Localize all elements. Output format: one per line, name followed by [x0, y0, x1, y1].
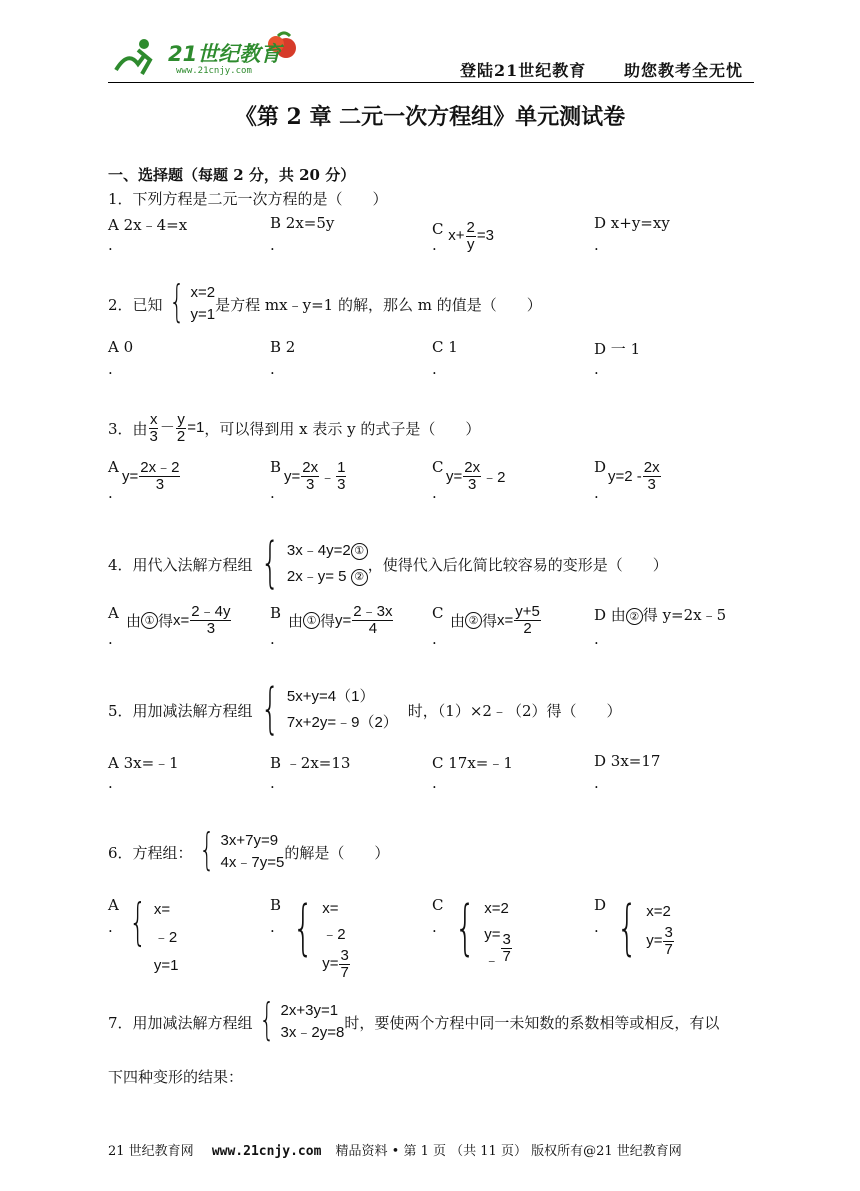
q3-option-c [432, 458, 506, 493]
option-label: A [108, 896, 119, 914]
q3-option-a [108, 458, 180, 493]
logo [108, 30, 308, 82]
option-dot: . [432, 360, 437, 378]
option-dot: . [108, 484, 113, 502]
option-dot: . [270, 360, 275, 378]
stem-text: ，使得代入后化简比较容易的变形是（ ） [367, 555, 668, 574]
question-4-stem [108, 531, 668, 594]
numerator: 2x [302, 459, 319, 476]
numerator: 2﹣3x [353, 603, 393, 620]
fraction [663, 925, 673, 958]
question-5-stem [108, 677, 622, 740]
fraction [301, 460, 319, 493]
denominator: y [466, 235, 475, 253]
numerator: 1 [337, 459, 346, 476]
solution-system: { x=﹣2 y=1 [122, 896, 178, 980]
numerator: 2x [464, 459, 481, 476]
fraction [643, 460, 661, 493]
system-row: 5x+y=4（1） [286, 688, 375, 705]
q4-option-d [594, 604, 726, 625]
option-dot: . [432, 630, 437, 648]
expr-part: 得 [320, 611, 336, 630]
option-label: D [594, 896, 607, 914]
header-tagline-left: 登陆21世纪教育 [460, 61, 587, 80]
q5-option-c: C 17x=﹣1 [432, 754, 513, 772]
logo-main-text: 21世纪教育 [168, 42, 282, 66]
denominator: 7 [502, 947, 511, 965]
system-row [287, 564, 368, 590]
q3-option-d [594, 458, 660, 493]
option-label: C [432, 458, 444, 476]
option-dot: . [270, 774, 275, 792]
logo-url: www.21cnjy.com [176, 66, 252, 76]
q6-option-d [594, 893, 673, 963]
numerator: 2 [466, 219, 475, 236]
q4-option-a [108, 603, 231, 637]
stem-text: 5．用加减法解方程组 [108, 701, 253, 720]
equation-marker: ① [141, 612, 158, 629]
equation: 3x﹣4y=2 [286, 542, 351, 559]
expr-part: y=﹣ [484, 926, 501, 969]
stem-text: 是方程 mx﹣y=1 的解，那么 m 的值是（ ） [215, 295, 542, 314]
equation-system: { 3x+7y=9 4x﹣7y=5 [198, 824, 285, 875]
option-dot: . [594, 918, 599, 936]
denominator: 3 [155, 475, 165, 493]
q4-option-b [270, 603, 393, 637]
option-dot: . [594, 360, 599, 378]
question-2-stem [108, 276, 542, 327]
expr-part: y= [122, 467, 139, 485]
system-row [484, 922, 513, 974]
stem-text: 3．由 [108, 419, 148, 438]
option-dot: . [108, 360, 113, 378]
expr-part: 得 y=2x﹣5 [642, 606, 727, 624]
operator: ﹣ [320, 468, 336, 486]
option-dot: . [594, 236, 599, 254]
equation-marker: ① [303, 612, 320, 629]
numerator: 3 [502, 930, 511, 948]
footer-page-info: 精品资料 • 第 1 页 （共 11 页） 版权所有@21 世纪教育网 [335, 1144, 682, 1159]
solution-system: { x=﹣2 y= $\frac{3}{7}$ [292, 893, 349, 981]
q2-option-a: A 0 [108, 338, 134, 356]
equation-system: { 2x+3y=1 3x﹣2y=8 [258, 994, 345, 1045]
q2-option-c: C 1 [432, 338, 458, 356]
option-expr [126, 604, 232, 637]
option-label: B [270, 458, 282, 476]
option-dot: . [270, 484, 275, 502]
option-expr [450, 604, 542, 637]
q5-option-a: A 3x=﹣1 [108, 754, 179, 772]
section-heading: 一、选择题（每题 2 分，共 20 分） [108, 166, 356, 184]
option-expr [446, 460, 505, 493]
system-row: 2x+3y=1 [280, 1002, 339, 1019]
fraction [514, 604, 541, 637]
page-title: 《第 2 章 二元一次方程组》单元测试卷 [234, 104, 626, 130]
q6-option-a [108, 893, 179, 974]
system-row: x=2 [646, 902, 671, 920]
footer-site-name: 21 世纪教育网 [108, 1144, 194, 1159]
option-dot: . [270, 630, 275, 648]
system-row: 7x+2y=﹣9（2） [286, 714, 398, 731]
stem-text: 时，（1）×2﹣（2）得（ ） [407, 701, 622, 720]
expr-part: ﹣2 [482, 468, 506, 486]
question-6-stem [108, 824, 390, 875]
question-7-stem [108, 994, 720, 1045]
stem-text: 4．用代入法解方程组 [108, 555, 253, 574]
option-expr [288, 604, 394, 637]
expr-part: y= [284, 467, 301, 485]
numerator: 3 [664, 923, 673, 941]
expr-part: 得 [482, 611, 498, 630]
expr-part: =1 [187, 419, 205, 437]
system-row: x=2 [190, 284, 216, 301]
question-1-stem: 1．下列方程是二元一次方程的是（ ） [108, 190, 388, 208]
option-expr [608, 460, 662, 493]
q2-option-b: B 2 [270, 338, 296, 356]
option-label: D [594, 458, 607, 476]
expr-part: y=2 - [608, 467, 642, 485]
equation-marker: ① [351, 543, 368, 560]
equation-system: { x=2 y=1 [168, 276, 216, 327]
option-dot: . [108, 774, 113, 792]
q2-option-d: D 一 1 [594, 340, 641, 358]
expr-part: =3 [476, 227, 494, 245]
question-3-stem [108, 412, 480, 445]
expr-part: 由 [288, 611, 304, 630]
option-label: A [108, 458, 119, 476]
system-row [287, 538, 368, 564]
denominator: 7 [340, 963, 349, 981]
denominator: 3 [206, 619, 216, 637]
option-expr [122, 460, 181, 493]
option-dot: . [432, 236, 437, 254]
fraction [336, 460, 346, 493]
q3-option-b [270, 458, 346, 493]
q1-option-d: D x+y=xy [594, 214, 670, 232]
system-row [322, 948, 351, 981]
fraction [176, 412, 186, 445]
expr-part: y= [335, 611, 352, 629]
denominator: 3 [468, 475, 477, 493]
denominator: 3 [149, 427, 158, 445]
system-row: y=1 [190, 306, 216, 323]
option-dot: . [108, 918, 113, 936]
numerator: 2﹣4y [191, 603, 231, 620]
option-label: C [432, 604, 444, 622]
header-tagline-right: 助您教考全无忧 [624, 61, 744, 80]
q1-option-c [432, 214, 494, 253]
option-dot: . [594, 484, 599, 502]
q4-option-c [432, 603, 540, 637]
fraction [501, 932, 511, 965]
q1-option-c-label: C [432, 220, 444, 239]
header-rule [108, 82, 754, 83]
system-row: x=﹣2 [153, 901, 178, 946]
expr-part: y= [446, 467, 463, 485]
option-dot: . [594, 774, 599, 792]
stem-text: 时，要使两个方程中同一未知数的系数相等或相反，有以 [344, 1013, 720, 1032]
equation-marker: ② [465, 612, 482, 629]
numerator: y+5 [515, 603, 540, 620]
stem-text: 2．已知 [108, 295, 163, 314]
option-label: A [108, 604, 119, 622]
equation: 2x﹣y= 5 [286, 568, 347, 585]
stem-text: ，可以得到用 x 表示 y 的式子是（ ） [204, 419, 481, 438]
equation-marker: ② [351, 569, 368, 586]
q6-option-c [432, 893, 511, 969]
denominator: 3 [306, 475, 315, 493]
question-7-stem-line2: 下四种变形的结果： [108, 1068, 244, 1086]
numerator: y [177, 411, 185, 428]
fraction [149, 412, 159, 445]
expr-part: x= [497, 611, 514, 629]
fraction [339, 948, 349, 981]
system-row: y=1 [153, 957, 179, 974]
q1-option-a: A 2x﹣4=x [108, 216, 188, 234]
fraction [139, 460, 180, 493]
expr-part: 得 [158, 611, 174, 630]
fraction [190, 604, 231, 637]
q3-expression [148, 412, 205, 445]
expr-part: 由 [126, 611, 142, 630]
denominator: 2 [176, 427, 186, 445]
fraction [352, 604, 393, 637]
expr-part: y= [646, 932, 663, 949]
stem-text: 的解是（ ） [284, 843, 390, 862]
numerator: x [149, 411, 158, 428]
footer-url[interactable]: www.21cnjy.com [211, 1144, 322, 1159]
numerator: 2x﹣2 [140, 459, 180, 476]
q1-option-b: B 2x=5y [270, 214, 335, 232]
system-row: 4x﹣7y=5 [220, 854, 285, 871]
numerator: 2x [643, 459, 660, 476]
expr-part: x= [173, 611, 190, 629]
expr-part: y= [322, 955, 339, 973]
system-row: 3x﹣2y=8 [280, 1024, 345, 1041]
system-row: x=2 [484, 900, 509, 917]
option-dot: . [108, 236, 113, 254]
equation-system: { 5x+y=4（1） 7x+2y=﹣9（2） [260, 677, 398, 740]
expr-part: 由 [450, 611, 466, 630]
option-dot: . [432, 918, 437, 936]
option-label: C [432, 896, 444, 914]
q1-option-c-expr [448, 219, 494, 253]
denominator: 2 [523, 619, 532, 637]
footer [108, 1140, 682, 1159]
option-dot: . [270, 236, 275, 254]
equation-system: { 3x﹣4y=2 ① 2x﹣y= 5 ② [253, 538, 368, 590]
option-label: B [270, 896, 282, 914]
option-label: B [270, 604, 282, 622]
system-row [646, 925, 675, 958]
option-dot: . [108, 630, 113, 648]
option-dot: . [594, 630, 599, 648]
stem-text: 7．用加减法解方程组 [108, 1013, 253, 1032]
system-row: 3x+7y=9 [220, 832, 279, 849]
option-dot: . [270, 918, 275, 936]
equation-marker: ② [626, 608, 643, 625]
fraction [463, 460, 481, 493]
denominator: 7 [664, 940, 673, 958]
stem-text: 6．方程组： [108, 843, 193, 862]
fraction [466, 220, 476, 253]
expr-part: x+ [448, 227, 465, 245]
system-row: x=﹣2 [322, 900, 346, 943]
option-dot: . [432, 484, 437, 502]
solution-system: { x=2 y=﹣ $\frac{3}{7}$ [446, 896, 513, 974]
denominator: 3 [647, 475, 656, 493]
option-dot: . [432, 774, 437, 792]
denominator: 3 [337, 475, 346, 493]
q5-option-d: D 3x=17 [594, 752, 661, 770]
operator: － [159, 419, 175, 437]
q6-option-b [270, 893, 349, 981]
denominator: 4 [368, 619, 378, 637]
numerator: 3 [340, 947, 349, 964]
option-expr [284, 460, 347, 493]
q5-option-b: B ﹣2x=13 [270, 754, 351, 772]
option-label: D 由 [594, 606, 626, 624]
solution-system: { x=2 y= $\frac{3}{7}$ [616, 893, 673, 963]
